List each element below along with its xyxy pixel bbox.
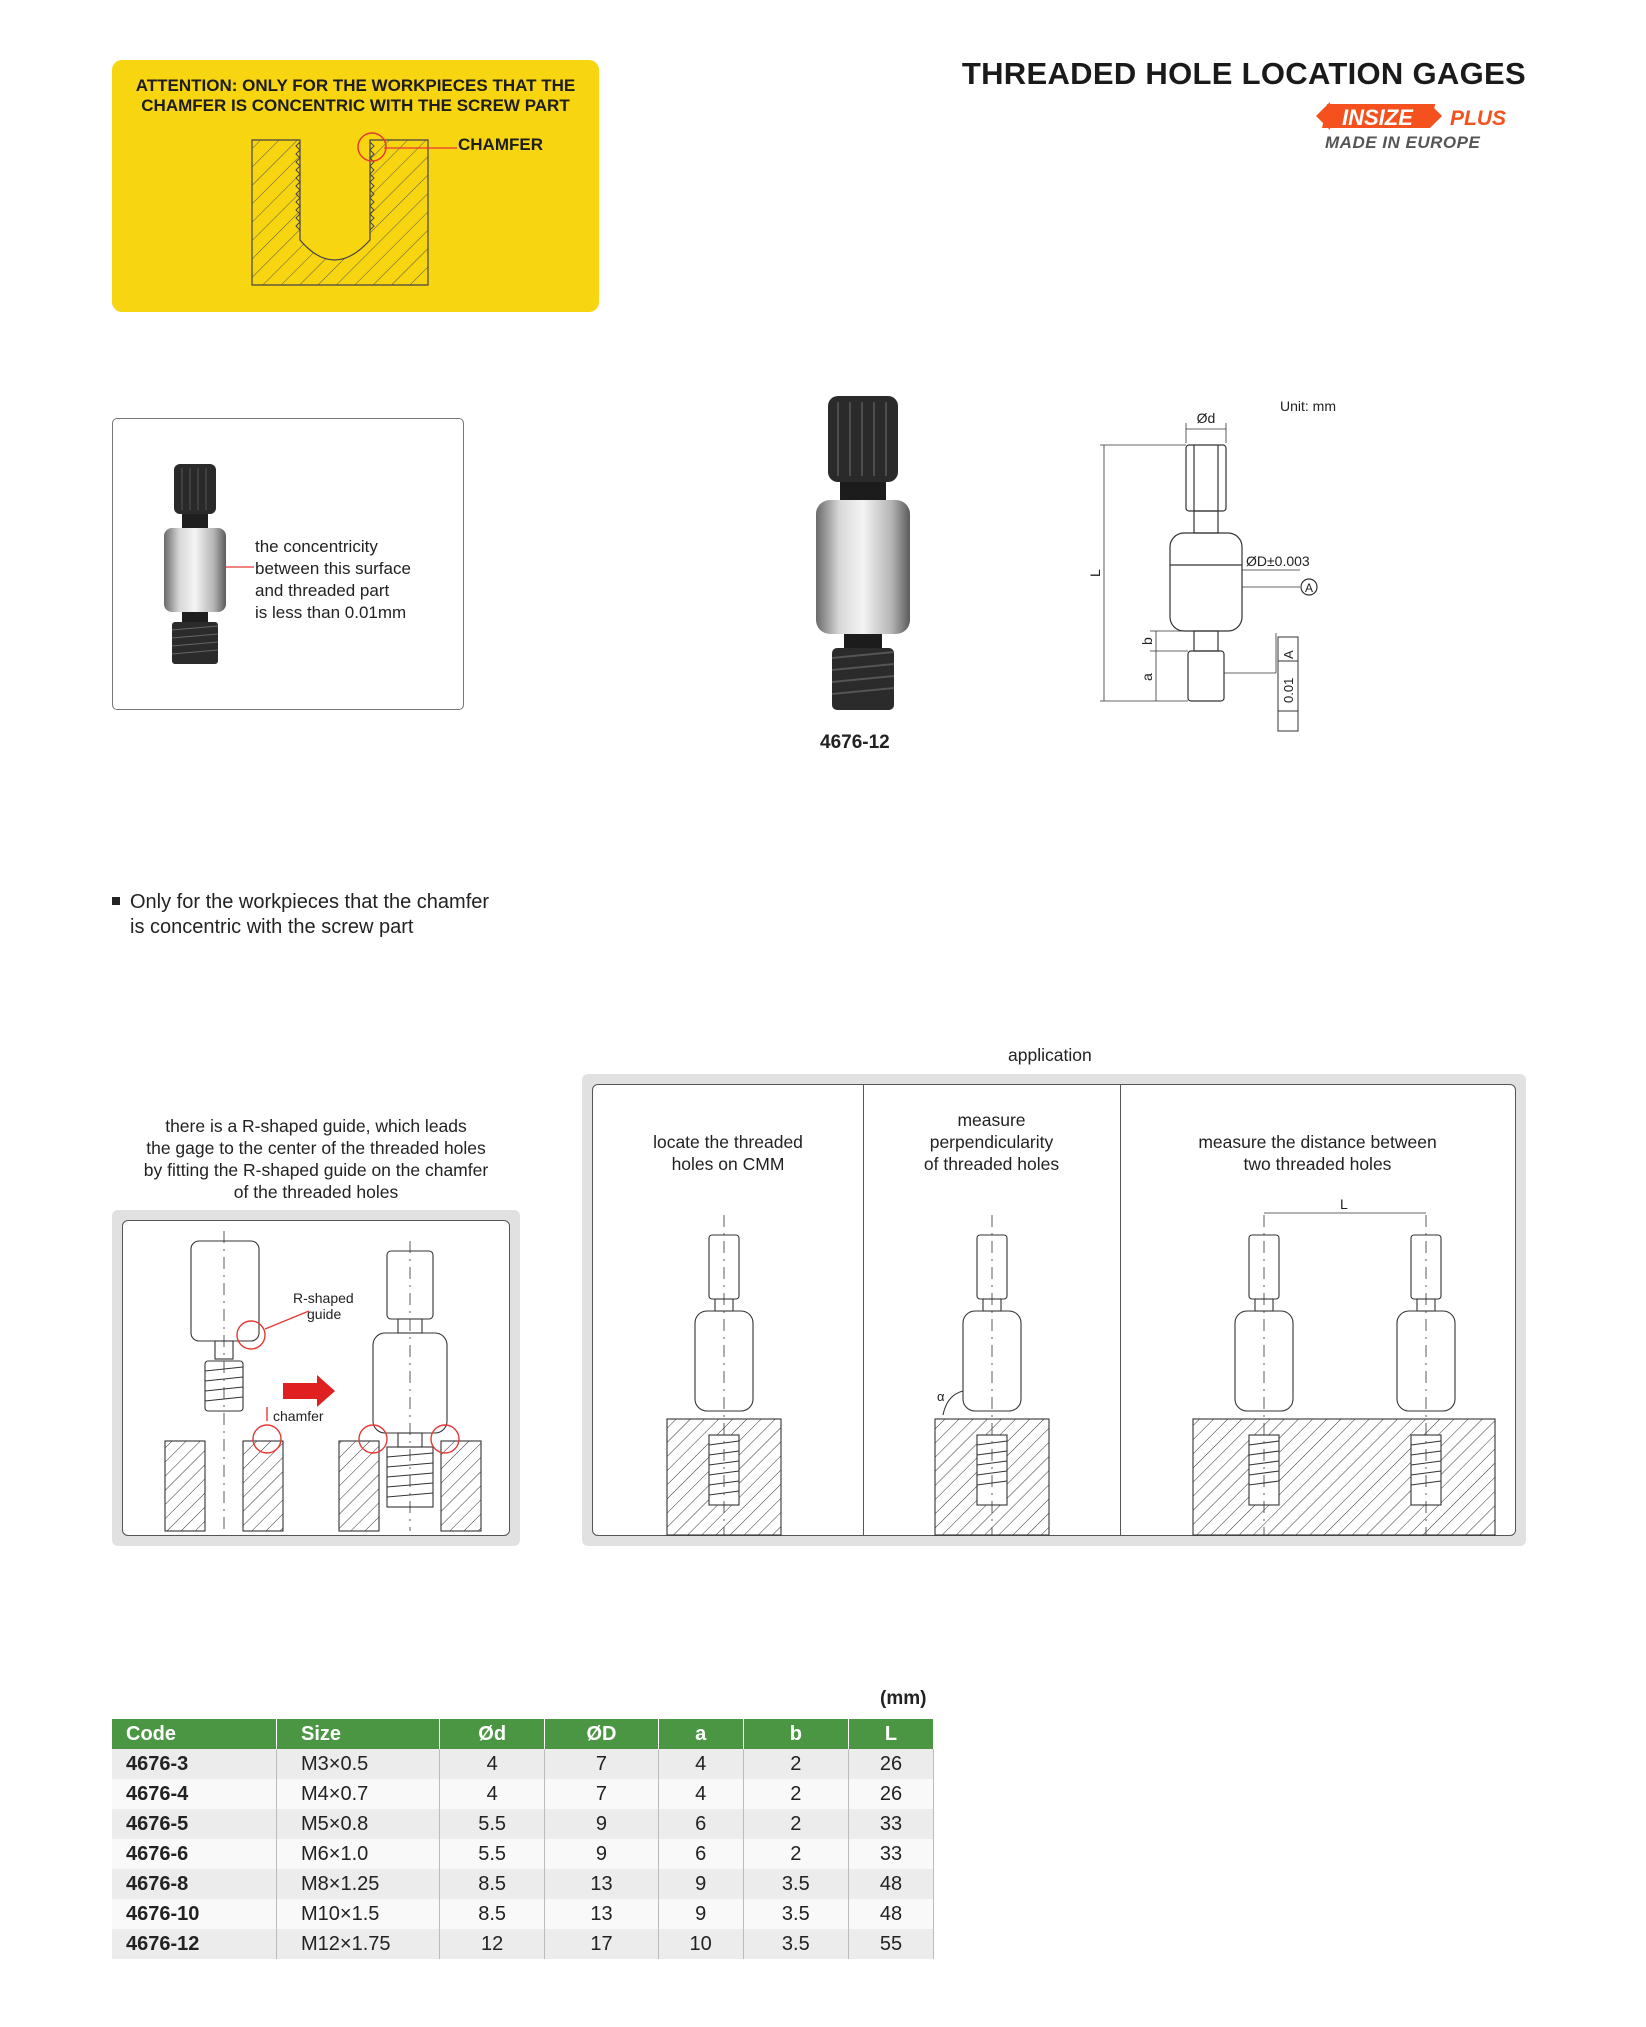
cell-L: 48 xyxy=(848,1899,933,1929)
table-header-row xyxy=(112,1719,934,1749)
gage-photo-4676-12 xyxy=(806,390,926,715)
app-perp-line-1: measure xyxy=(957,1110,1026,1130)
spec-table xyxy=(112,1719,934,1959)
app-caption-distance xyxy=(1120,1131,1515,1175)
cell-d: 4 xyxy=(440,1749,545,1779)
cell-D: 9 xyxy=(545,1839,658,1869)
app-caption-perpendicularity xyxy=(863,1109,1120,1175)
cell-code: 4676-12 xyxy=(112,1929,277,1959)
table-row xyxy=(112,1929,934,1959)
cell-D: 7 xyxy=(545,1779,658,1809)
concentricity-line-3: and threaded part xyxy=(255,581,390,600)
cell-a: 9 xyxy=(658,1869,743,1899)
concentricity-line-4: is less than 0.01mm xyxy=(255,603,407,622)
svg-text:INSIZE: INSIZE xyxy=(1342,105,1413,130)
cell-D: 13 xyxy=(545,1899,658,1929)
bullet-line-1: Only for the workpieces that the chamfer xyxy=(130,891,490,913)
made-in-europe: MADE IN EUROPE xyxy=(1325,133,1481,152)
cell-b: 3.5 xyxy=(743,1929,848,1959)
attention-line-2: CHAMFER IS CONCENTRIC WITH THE SCREW PART xyxy=(141,96,570,115)
alpha-label: α xyxy=(937,1389,945,1404)
arrow-right-icon xyxy=(283,1375,335,1407)
table-unit: (mm) xyxy=(880,1688,927,1709)
app-caption-cmm xyxy=(593,1131,863,1175)
cell-b: 2 xyxy=(743,1809,848,1839)
application-illustration xyxy=(593,1196,1515,1535)
cell-code: 4676-5 xyxy=(112,1809,277,1839)
attention-box xyxy=(112,60,599,312)
app-dist-line-2: two threaded holes xyxy=(1243,1154,1392,1174)
application-panel-inner xyxy=(592,1084,1516,1536)
app-cmm-line-2: holes on CMM xyxy=(671,1154,785,1174)
col-header-a: a xyxy=(658,1719,743,1749)
d-label: Ød xyxy=(1196,410,1216,426)
b-label: b xyxy=(1139,637,1155,645)
cell-a: 6 xyxy=(658,1809,743,1839)
col-header-d: Ød xyxy=(440,1719,545,1749)
app-cmm-line-1: locate the threaded xyxy=(653,1132,803,1152)
cell-size: M10×1.5 xyxy=(277,1899,440,1929)
cell-L: 33 xyxy=(848,1809,933,1839)
cell-b: 2 xyxy=(743,1839,848,1869)
cell-a: 9 xyxy=(658,1899,743,1929)
cell-d: 8.5 xyxy=(440,1869,545,1899)
tolerance-value: 0.01 xyxy=(1281,677,1296,703)
bullet-square-icon xyxy=(112,897,120,905)
cell-d: 5.5 xyxy=(440,1839,545,1869)
table-row xyxy=(112,1839,934,1869)
concentricity-note xyxy=(255,536,411,624)
concentricity-line-1: the concentricity xyxy=(255,537,378,556)
guide-panel-inner xyxy=(122,1220,510,1536)
cell-L: 55 xyxy=(848,1929,933,1959)
cell-size: M12×1.75 xyxy=(277,1929,440,1959)
guide-panel xyxy=(112,1210,520,1546)
cell-size: M4×0.7 xyxy=(277,1779,440,1809)
cell-b: 3.5 xyxy=(743,1899,848,1929)
col-header-size: Size xyxy=(277,1719,440,1749)
chamfer-section-illustration xyxy=(252,130,462,300)
guide-line-4: of the threaded holes xyxy=(233,1182,399,1202)
guide-line-3: by fitting the R-shaped guide on the chamfer xyxy=(143,1160,489,1180)
r-guide-label-2: guide xyxy=(307,1306,342,1322)
cell-code: 4676-6 xyxy=(112,1839,277,1869)
col-header-b: b xyxy=(743,1719,848,1749)
table-row xyxy=(112,1779,934,1809)
unit-label: Unit: mm xyxy=(1280,398,1336,414)
cell-d: 5.5 xyxy=(440,1809,545,1839)
product-code-label: 4676-12 xyxy=(820,732,890,753)
cell-L: 26 xyxy=(848,1779,933,1809)
cell-a: 6 xyxy=(658,1839,743,1869)
application-panel xyxy=(582,1074,1526,1546)
cell-a: 4 xyxy=(658,1779,743,1809)
L-label: L xyxy=(1087,569,1103,577)
guide-note xyxy=(112,1115,520,1203)
cell-L: 26 xyxy=(848,1749,933,1779)
chamfer-guide-label: chamfer xyxy=(273,1408,324,1424)
guide-illustration xyxy=(123,1221,509,1535)
cell-d: 8.5 xyxy=(440,1899,545,1929)
guide-line-2: the gage to the center of the threaded holes xyxy=(146,1138,486,1158)
chamfer-label: CHAMFER xyxy=(458,135,543,154)
cell-code: 4676-4 xyxy=(112,1779,277,1809)
guide-line-1: there is a R-shaped guide, which leads xyxy=(165,1116,467,1136)
page-title: THREADED HOLE LOCATION GAGES xyxy=(961,56,1526,91)
concentricity-line-2: between this surface xyxy=(255,559,411,578)
bullet-note xyxy=(112,890,489,940)
gage-photo-small xyxy=(160,462,270,672)
cell-code: 4676-3 xyxy=(112,1749,277,1779)
bullet-line-2: is concentric with the screw part xyxy=(130,916,414,938)
col-header-D: ØD xyxy=(545,1719,658,1749)
technical-drawing xyxy=(1087,405,1350,735)
distance-L-label: L xyxy=(1340,1196,1348,1212)
cell-a: 4 xyxy=(658,1749,743,1779)
table-row xyxy=(112,1749,934,1779)
cell-b: 2 xyxy=(743,1749,848,1779)
D-label: ØD±0.003 xyxy=(1246,553,1310,569)
cell-d: 4 xyxy=(440,1779,545,1809)
a-label: a xyxy=(1139,673,1155,681)
cell-size: M8×1.25 xyxy=(277,1869,440,1899)
cell-d: 12 xyxy=(440,1929,545,1959)
datum-label: A xyxy=(1304,581,1314,595)
app-perp-line-3: of threaded holes xyxy=(923,1154,1060,1174)
col-header-code: Code xyxy=(112,1719,277,1749)
cell-a: 10 xyxy=(658,1929,743,1959)
table-row xyxy=(112,1899,934,1929)
app-dist-line-1: measure the distance between xyxy=(1198,1132,1437,1152)
cell-b: 3.5 xyxy=(743,1869,848,1899)
app-perp-line-2: perpendicularity xyxy=(929,1132,1054,1152)
cell-D: 13 xyxy=(545,1869,658,1899)
table-row xyxy=(112,1869,934,1899)
cell-size: M5×0.8 xyxy=(277,1809,440,1839)
attention-line-1: ATTENTION: ONLY FOR THE WORKPIECES THAT THE xyxy=(135,76,576,95)
cell-b: 2 xyxy=(743,1779,848,1809)
col-header-L: L xyxy=(848,1719,933,1749)
table-row xyxy=(112,1809,934,1839)
svg-text:PLUS: PLUS xyxy=(1450,107,1507,130)
cell-size: M3×0.5 xyxy=(277,1749,440,1779)
cell-D: 17 xyxy=(545,1929,658,1959)
cell-L: 33 xyxy=(848,1839,933,1869)
tolerance-datum: A xyxy=(1281,650,1296,659)
cell-size: M6×1.0 xyxy=(277,1839,440,1869)
attention-text xyxy=(112,76,599,116)
cell-D: 7 xyxy=(545,1749,658,1779)
cell-D: 9 xyxy=(545,1809,658,1839)
insize-plus-logo xyxy=(1316,100,1528,132)
cell-code: 4676-8 xyxy=(112,1869,277,1899)
application-title: application xyxy=(1008,1045,1092,1065)
cell-code: 4676-10 xyxy=(112,1899,277,1929)
r-guide-label-1: R-shaped xyxy=(293,1290,354,1306)
cell-L: 48 xyxy=(848,1869,933,1899)
